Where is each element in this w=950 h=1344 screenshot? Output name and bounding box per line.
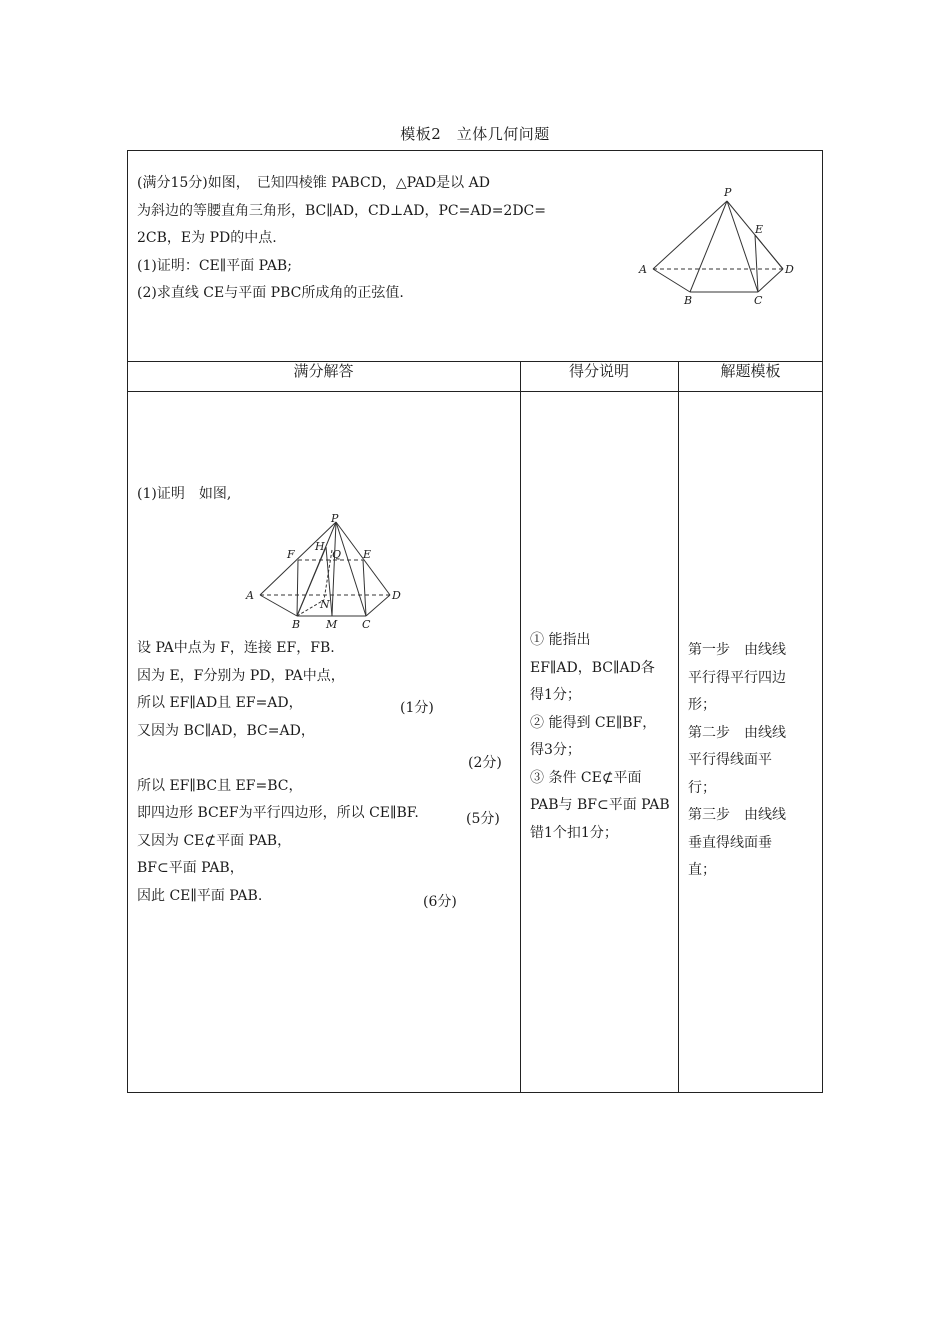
problem-text — [137, 170, 546, 308]
score-note-line: 得1分； — [530, 687, 581, 703]
score-note-line: 得3分； — [530, 742, 581, 758]
problem-line: 为斜边的等腰直角三角形，BC∥AD，CD⊥AD，PC=AD=2DC= — [137, 202, 547, 219]
problem-line: (1)证明：CE∥平面 PAB; — [137, 257, 292, 274]
divider-col2 — [678, 361, 679, 1093]
solution-line: 因为 E，F分别为 PD，PA中点， — [137, 667, 345, 684]
label-b: B — [292, 618, 301, 631]
score-marker: (2分) — [468, 755, 502, 771]
label-q: Q — [332, 548, 342, 561]
label-p: P — [724, 186, 732, 199]
label-c: C — [754, 294, 763, 307]
problem-line: (满分15分)如图， 已知四棱锥 PABCD，△PAD是以 AD — [137, 175, 490, 191]
label-h: H — [315, 540, 325, 553]
solution-line: 又因为 CE⊄平面 PAB， — [137, 832, 292, 849]
solution-intro: (1)证明 如图, — [137, 486, 232, 502]
score-marker: (5分) — [466, 811, 500, 827]
label-f: F — [287, 548, 295, 561]
label-p: P — [331, 512, 339, 525]
score-note-line: PAB与 BF⊂平面 PAB — [530, 797, 670, 813]
solution-line — [137, 745, 419, 773]
score-note-line: EF∥AD，BC∥AD各 — [530, 659, 655, 676]
template-line: 第三步 由线线 — [688, 807, 786, 823]
solution-line: 又因为 BC∥AD，BC=AD， — [137, 722, 315, 739]
header-template: 解题模板 — [720, 362, 781, 380]
label-e: E — [363, 548, 372, 561]
label-d: D — [785, 263, 794, 276]
template-line: 平行得平行四边 — [688, 669, 786, 686]
score-notes — [530, 627, 670, 847]
template-line: 行； — [688, 779, 716, 796]
divider-header — [127, 391, 823, 392]
score-note-line: ③ 条件 CE⊄平面 — [530, 769, 642, 786]
problem-line: 2CB，E为 PD的中点. — [137, 230, 277, 246]
solution-steps — [137, 635, 419, 910]
label-n: N — [320, 598, 330, 611]
solution-line: BF⊂平面 PAB， — [137, 860, 244, 876]
label-m: M — [326, 618, 338, 631]
solution-line: 因此 CE∥平面 PAB. — [137, 887, 263, 904]
solution-line: 即四边形 BCEF为平行四边形，所以 CE∥BF. — [137, 805, 419, 821]
problem-line: (2)求直线 CE与平面 PBC所成角的正弦值. — [137, 285, 404, 301]
label-a: A — [246, 589, 254, 602]
template-line: 垂直得线面垂 — [688, 834, 772, 851]
page-title: 模板2 立体几何问题 — [400, 125, 550, 143]
solution-template — [688, 637, 786, 885]
template-line: 第二步 由线线 — [688, 724, 786, 741]
solution-line: 设 PA中点为 F，连接 EF，FB. — [137, 640, 335, 656]
template-line: 形； — [688, 697, 716, 713]
score-marker: (1分) — [400, 700, 434, 716]
pyramid-figure — [630, 183, 810, 308]
template-line: 平行得线面平 — [688, 752, 772, 768]
label-a: A — [639, 263, 647, 276]
label-b: B — [684, 294, 693, 307]
score-note-line: ② 能得到 CE∥BF， — [530, 714, 657, 731]
pyramid-construction-figure — [240, 510, 410, 635]
label-d: D — [392, 589, 401, 602]
template-line: 直； — [688, 862, 716, 878]
score-note-line: ① 能指出 — [530, 632, 591, 648]
header-score-notes: 得分说明 — [568, 362, 629, 380]
solution-line: 所以 EF∥BC且 EF=BC， — [137, 777, 303, 794]
header-solution: 满分解答 — [293, 362, 354, 380]
template-line: 第一步 由线线 — [688, 642, 786, 658]
solution-line: 所以 EF∥AD且 EF=AD， — [137, 695, 303, 711]
score-note-line: 错1个扣1分； — [530, 824, 618, 841]
divider-col1 — [520, 361, 521, 1093]
label-e: E — [755, 223, 764, 236]
score-marker: (6分) — [423, 894, 457, 910]
label-c: C — [362, 618, 371, 631]
